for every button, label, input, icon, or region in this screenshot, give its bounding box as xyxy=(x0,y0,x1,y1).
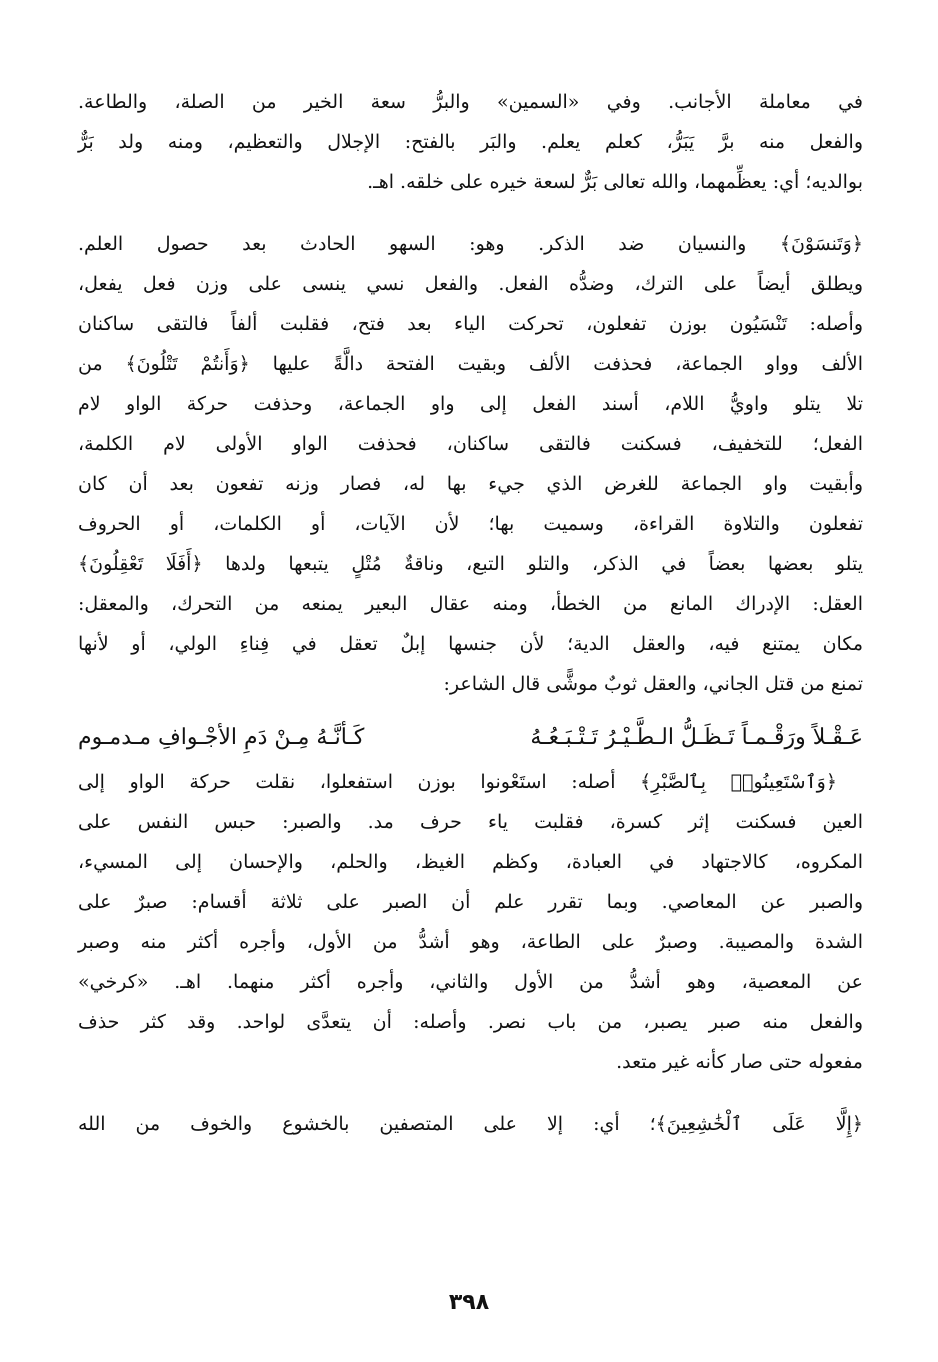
text-line: الشدة والمصيبة. وصبرٌ على الطاعة، وهو أشدُّ من الأول، وأجره أكثر منه وصبر xyxy=(78,931,863,953)
poetry-verse xyxy=(78,714,863,762)
text-line: ﴿وَتَنسَوْنَ﴾ والنسيان ضد الذكر. وهو: السهو الحادث بعد حصول العلم. xyxy=(78,233,863,255)
text-line: والصبر عن المعاصي. وبما تقرر علم أن الصبر على ثلاثة أقسام: صبرٌ على xyxy=(78,891,863,913)
text-line: والفعل منه برَّ يَبَرُّ، كعلم يعلم. والبَر بالفتح: الإجلال والتعظيم، ومنه ولد بَرٌّ xyxy=(78,131,863,153)
verse-first-hemistich: عَـقْـلاً ورَقْـمـاً تَـظَـلُّ الـطَّـيْـرُ تَـتْـبَـعُـهُ xyxy=(530,725,863,750)
text-line: العين فسكنت إثر كسرة، فقلبت ياء حرف مد. والصبر: حبس النفس على xyxy=(78,811,863,833)
text-line: مكان يمتنع فيه، والعقل الدية؛ لأن جنسها إبلٌ تعقل في فِناءِ الولي، أو لأنها xyxy=(78,633,863,655)
paragraph-3 xyxy=(78,762,863,1082)
text-line: بوالديه؛ أي: يعظِّمهما، والله تعالى بَرٌّ لسعة خيره على خلقه. اهـ. xyxy=(367,171,863,193)
paragraph-gap xyxy=(78,1082,863,1104)
text-line: ﴿وَٱسْتَعِينُوا۟ بِٱلصَّبْرِ﴾ أصله: استَعْونوا بوزن استفعلوا، نقلت حركة الواو إلى xyxy=(78,771,837,793)
text-line: العقل: الإدراك المانع من الخطأ، ومنه عقال البعير يمنعه من التحرك، والمعقل: xyxy=(78,593,863,615)
paragraph-2 xyxy=(78,224,863,704)
text-line: تلا يتلو واويُّ اللام، أسند الفعل إلى واو الجماعة، وحذفت حركة الواو لام xyxy=(78,393,863,415)
text-line: الألف وواو الجماعة، فحذفت الألف وبقيت الفتحة دالَّةً عليها ﴿وَأَنتُمْ تَتْلُونَ﴾ من xyxy=(78,353,863,375)
text-line: يتلو بعضها بعضاً في الذكر، والتلو التبع، وناقةٌ مُتْلٍ يتبعها ولدها ﴿أَفَلَا تَعْقِلُونَ﴾ xyxy=(78,553,863,575)
text-line: والفعل منه صبر يصبر، من باب نصر. وأصله: أن يتعدَّى لواحد. وقد كثر حذف xyxy=(78,1011,863,1033)
text-line: تمنع من قتل الجاني، والعقل ثوبٌ موشًّى قال الشاعر: xyxy=(443,673,863,695)
text-line: عن المعصية، وهو أشدُّ من الأول والثاني، وأجره أكثر منهما. اهـ. «كرخي» xyxy=(78,971,863,993)
paragraph-1 xyxy=(78,82,863,202)
text-line: وأبقيت واو الجماعة للغرض الذي جيء بها له، فصار وزنه تفعون بعد أن كان xyxy=(78,473,863,495)
text-line: في معاملة الأجانب. وفي «السمين» والبرُّ سعة الخير من الصلة، والطاعة. xyxy=(78,91,863,113)
text-line: الفعل؛ للتخفيف، فسكنت فالتقى ساكنان، فحذفت الواو الأولى لام الكلمة، xyxy=(78,433,863,455)
text-line: المكروه، كالاجتهاد في العبادة، وكظم الغيظ، والحلم، والإحسان إلى المسيء، xyxy=(78,851,863,873)
paragraph-4 xyxy=(78,1104,863,1144)
paragraph-gap xyxy=(78,202,863,224)
text-line: تفعلون والتلاوة القراءة، وسميت بها؛ لأن الآيات، أو الكلمات، أو الحروف xyxy=(78,513,863,535)
text-line: ويطلق أيضاً على الترك، وضدُّه الفعل. والفعل نسي ينسى على وزن فعل يفعل، xyxy=(78,273,863,295)
text-line: وأصله: تَنْسَيُون بوزن تفعلون، تحركت الياء بعد فتح، فقلبت ألفاً فالتقى ساكنان xyxy=(78,313,863,335)
page-number: ٣٩٨ xyxy=(448,1290,490,1315)
page-body xyxy=(78,82,863,1144)
verse-second-hemistich: كَـأنَّـهُ مِـنْ دَمِ الأجْـوافِ مـدمـوم xyxy=(78,725,365,750)
text-line: مفعوله حتى صار كأنه غير متعد. xyxy=(616,1051,863,1073)
text-line: ﴿إِلَّا عَلَى ٱلْخَٰشِعِينَ﴾؛ أي: إلا على المتصفين بالخشوع والخوف من الله xyxy=(78,1113,863,1135)
